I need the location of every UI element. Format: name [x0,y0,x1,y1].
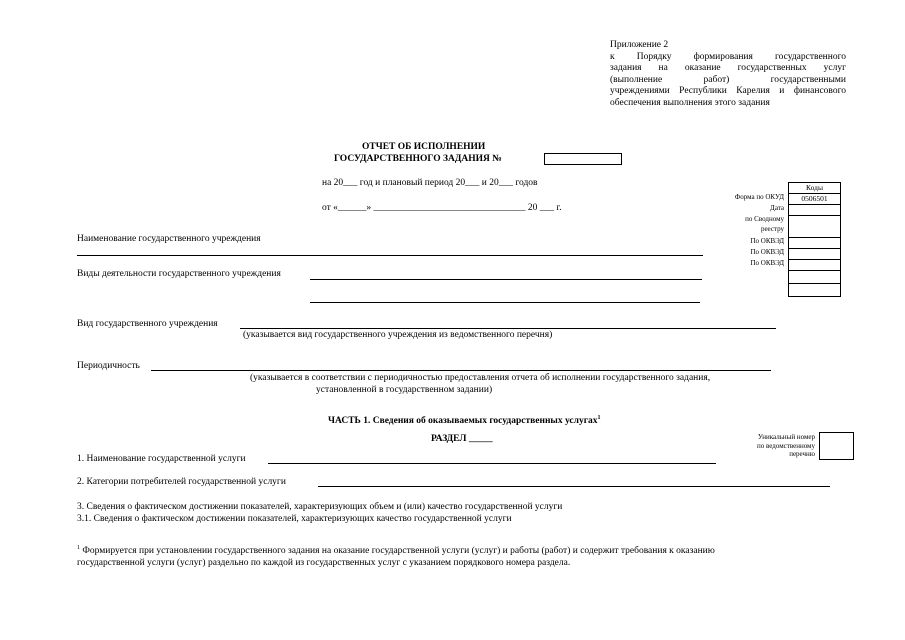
appendix-line: учреждениями Республики Карелия и финансового [610,86,846,97]
codes-header: Коды [788,182,841,194]
footnote-line-2: государственной услуги (услуг) раздельно по каждой из государственных услуг с указанием порядкового номера раздела. [77,558,571,568]
appendix-line: обеспечения выполнения этого задания [610,97,770,108]
quality-indicators-heading: 3.1. Сведения о фактическом достижении показателей, характеризующих качество государственной услуги [77,514,512,524]
registry-cell[interactable] [788,216,841,238]
okud-value: 0506501 [788,194,841,205]
task-number-field[interactable] [544,153,622,165]
date-line: от «______» ________________________________ 20 ___ г. [322,203,562,213]
service-name-label: 1. Наименование государственной услуги [77,454,246,464]
institution-name-line[interactable] [77,255,703,256]
unique-number-line: перечню [789,450,815,458]
okved-cell[interactable] [788,249,841,260]
unique-number-field[interactable] [819,432,854,460]
appendix-note [610,40,846,110]
footnote-mark: 1 [77,544,80,551]
appendix-line: задания на оказание государственных услуг [610,63,846,74]
date-label: Дата [770,204,784,212]
institution-type-label: Вид государственного учреждения [77,319,218,329]
footnote-text: Формируется при установлении государственного задания на оказание государственной услуги (услуг) и работы (работ) и содержит требования к оказанию [80,546,715,556]
codes-table [788,182,841,297]
service-name-line[interactable] [268,463,716,464]
part1-heading-text: ЧАСТЬ 1. Сведения об оказываемых государственных услугах [328,416,598,426]
indicators-heading: 3. Сведения о фактическом достижении показателей, характеризующих объем и (или) качество государственной услуги [77,502,563,512]
okved-cell[interactable] [788,238,841,249]
institution-type-hint: (указывается вид государственного учреждения из ведомственного перечня) [243,330,553,340]
report-subtitle: ГОСУДАРСТВЕННОГО ЗАДАНИЯ № [334,154,502,164]
registry-label: реестру [760,225,784,233]
okved-label: По ОКВЭД [750,248,784,256]
activity-types-line-2[interactable] [310,302,700,303]
unique-number-label [730,433,815,459]
activity-types-line[interactable] [310,279,702,280]
part1-heading [328,415,601,427]
consumer-categories-label: 2. Категории потребителей государственной услуги [77,477,286,487]
section-label: РАЗДЕЛ _____ [431,434,493,444]
empty-cell[interactable] [788,271,841,284]
periodicity-hint: установленной в государственном задании) [316,385,493,395]
unique-number-line: по ведомственному [757,441,815,450]
period-line: на 20___ год и плановый период 20___ и 20___ годов [322,178,538,188]
okud-label: Форма по ОКУД [734,193,784,201]
activity-types-label: Виды деятельности государственного учреждения [77,269,281,279]
appendix-line: (выполнение работ) государственными [610,74,846,85]
report-title: ОТЧЕТ ОБ ИСПОЛНЕНИИ [362,142,486,152]
unique-number-line: Уникальный номер [757,433,815,441]
appendix-line: Приложение 2 [610,40,669,50]
okved-label: По ОКВЭД [750,259,784,267]
periodicity-line[interactable] [151,370,771,371]
periodicity-hint: (указывается в соответствии с периодичностью предоставления отчета об исполнении государственного задания, [250,373,711,383]
okved-label: По ОКВЭД [750,237,784,245]
consumer-categories-line[interactable] [318,486,830,487]
empty-cell[interactable] [788,284,841,297]
registry-label: по Сводному [745,215,784,223]
footnote-ref: 1 [597,414,601,421]
institution-name-label: Наименование государственного учреждения [77,234,261,244]
okved-cell[interactable] [788,260,841,271]
periodicity-label: Периодичность [77,361,140,371]
appendix-line: к Порядку формирования государственного [610,51,846,62]
date-cell[interactable] [788,205,841,216]
footnote-line [77,545,715,557]
